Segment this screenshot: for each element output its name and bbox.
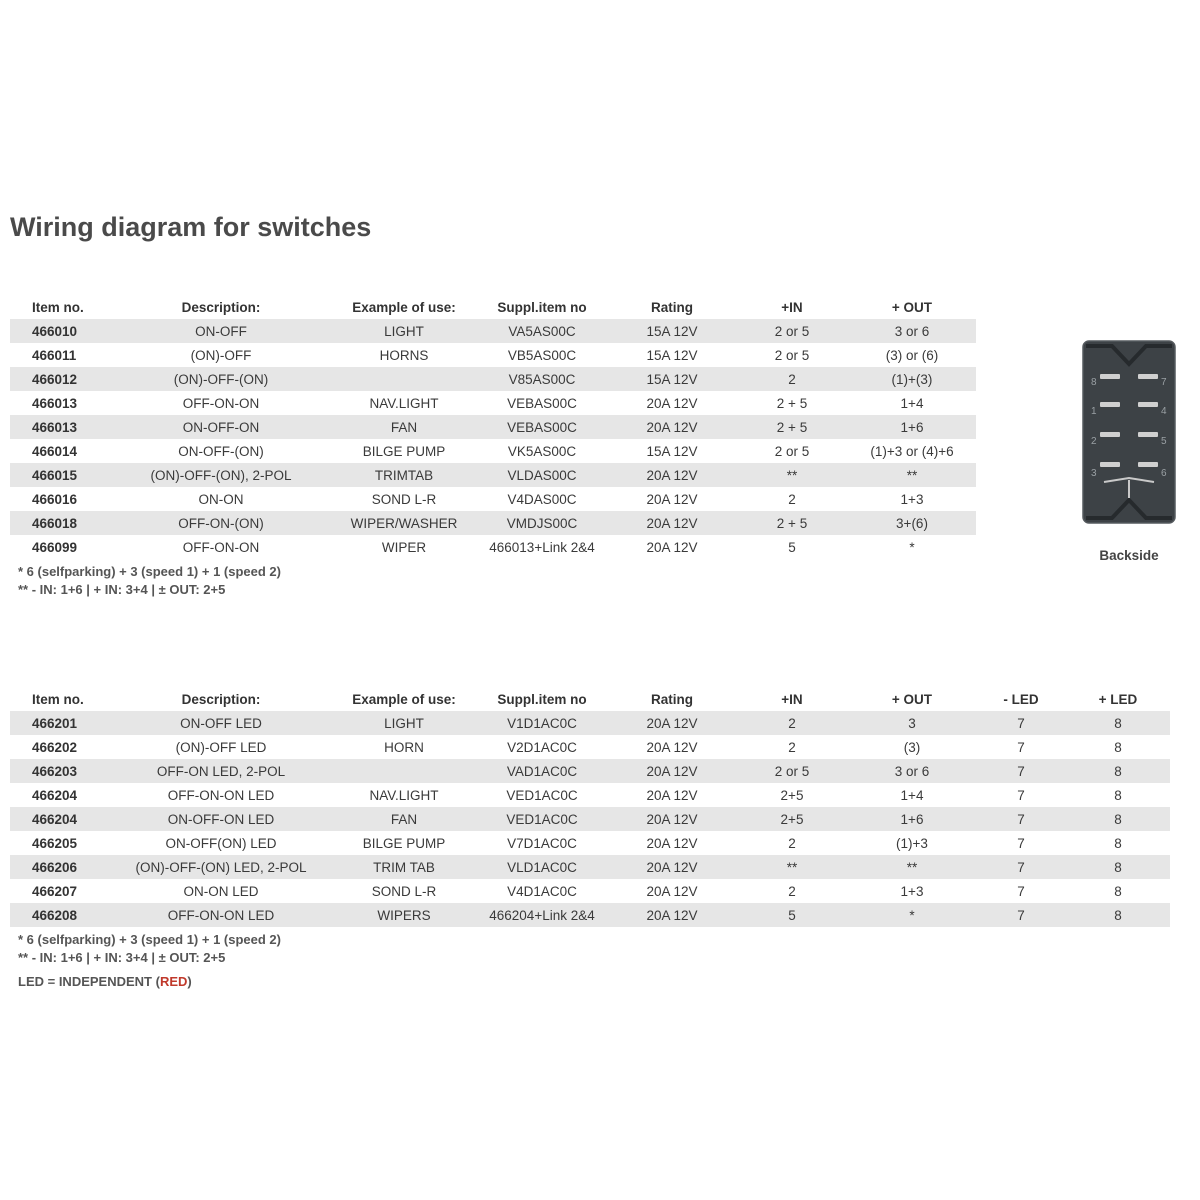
switch-table-standard bbox=[10, 295, 976, 559]
cell-plus-out: * bbox=[909, 539, 915, 555]
cell-plus-out: (1)+(3) bbox=[848, 367, 976, 391]
cell-description: (ON)-OFF LED bbox=[175, 739, 267, 755]
cell-item-no: 466014 bbox=[32, 443, 78, 459]
cell-example-of-use: FAN bbox=[332, 415, 476, 439]
cell-minus-led: 7 bbox=[1017, 787, 1025, 803]
cell-plus-in: 2 bbox=[788, 883, 796, 899]
cell-plus-led: 8 bbox=[1066, 903, 1170, 927]
terminal-label-7: 7 bbox=[1161, 377, 1167, 388]
header-plus-out: + OUT bbox=[891, 691, 933, 707]
table-row bbox=[10, 711, 1170, 735]
cell-description: OFF-ON-ON LED bbox=[167, 787, 275, 803]
header-example-of-use: Example of use: bbox=[352, 691, 456, 707]
table-row bbox=[10, 879, 1170, 903]
cell-item-no: 466204 bbox=[32, 787, 78, 803]
table-row bbox=[10, 439, 976, 463]
terminal-label-1: 1 bbox=[1091, 406, 1097, 417]
cell-rating: 20A 12V bbox=[646, 539, 698, 555]
cell-suppl-item-no: VEBAS00C bbox=[476, 415, 608, 439]
cell-plus-out: ** bbox=[848, 855, 976, 879]
cell-example-of-use: SOND L-R bbox=[371, 491, 437, 507]
cell-suppl-item-no: V2D1AC0C bbox=[507, 739, 577, 755]
cell-suppl-item-no: VED1AC0C bbox=[476, 807, 608, 831]
cell-plus-out: (1)+3 or (4)+6 bbox=[870, 443, 954, 459]
table-row bbox=[10, 367, 976, 391]
cell-plus-in: 2+5 bbox=[780, 787, 804, 803]
backside-label: Backside bbox=[1099, 548, 1159, 563]
switch-backside-diagram bbox=[1082, 340, 1176, 524]
cell-minus-led: 7 bbox=[976, 711, 1066, 735]
cell-rating: 15A 12V bbox=[646, 443, 698, 459]
led-note-color: RED bbox=[159, 974, 188, 989]
terminal-blade-1 bbox=[1100, 402, 1120, 407]
cell-suppl-item-no: V7D1AC0C bbox=[507, 835, 577, 851]
cell-item-no: 466015 bbox=[10, 463, 110, 487]
cell-description: (ON)-OFF-(ON) bbox=[110, 367, 332, 391]
cell-plus-out: 3 bbox=[848, 711, 976, 735]
cell-description: ON-OFF LED bbox=[110, 711, 332, 735]
cell-plus-led: 8 bbox=[1114, 739, 1122, 755]
terminal-label-6: 6 bbox=[1161, 468, 1167, 479]
table-row bbox=[10, 535, 976, 559]
cell-plus-led: 8 bbox=[1066, 711, 1170, 735]
cell-item-no: 466011 bbox=[32, 347, 77, 363]
terminal-blade-5 bbox=[1138, 432, 1158, 437]
cell-plus-out: (1)+3 bbox=[896, 835, 928, 851]
cell-suppl-item-no: VMDJS00C bbox=[476, 511, 608, 535]
cell-example-of-use: WIPER bbox=[381, 539, 427, 555]
cell-plus-out: 1+4 bbox=[900, 787, 924, 803]
cell-plus-in: 2 or 5 bbox=[774, 443, 810, 459]
terminal-label-4: 4 bbox=[1161, 406, 1167, 417]
cell-description: ON-ON LED bbox=[183, 883, 259, 899]
cell-description: OFF-ON-ON bbox=[182, 539, 260, 555]
table2-notes bbox=[18, 931, 281, 991]
cell-plus-led: 8 bbox=[1066, 759, 1170, 783]
cell-plus-out: 1+6 bbox=[848, 807, 976, 831]
cell-item-no: 466202 bbox=[32, 739, 78, 755]
cell-example-of-use: WIPERS bbox=[332, 903, 476, 927]
header-plus-in: +IN bbox=[781, 299, 803, 315]
cell-plus-out: 1+4 bbox=[900, 395, 924, 411]
header-suppl-item-no: Suppl.item no bbox=[497, 691, 587, 707]
table-row bbox=[10, 903, 1170, 927]
cell-item-no: 466016 bbox=[32, 491, 78, 507]
terminal-blade-6 bbox=[1138, 462, 1158, 467]
switch-table-led bbox=[10, 687, 1170, 927]
cell-plus-out: 1+6 bbox=[848, 415, 976, 439]
cell-description: ON-OFF bbox=[110, 319, 332, 343]
cell-plus-in: 2 + 5 bbox=[736, 511, 848, 535]
cell-plus-out: * bbox=[848, 903, 976, 927]
cell-item-no: 466206 bbox=[10, 855, 110, 879]
cell-plus-in: 2 bbox=[736, 711, 848, 735]
table-row bbox=[10, 783, 1170, 807]
cell-example-of-use: TRIMTAB bbox=[332, 463, 476, 487]
header-description: Description: bbox=[181, 691, 261, 707]
cell-description: OFF-ON-ON LED bbox=[110, 903, 332, 927]
table-row bbox=[10, 807, 1170, 831]
cell-suppl-item-no: VAD1AC0C bbox=[476, 759, 608, 783]
cell-description: ON-ON bbox=[198, 491, 244, 507]
header-rating: Rating bbox=[651, 299, 693, 315]
cell-rating: 15A 12V bbox=[608, 367, 736, 391]
cell-plus-out: ** bbox=[848, 463, 976, 487]
cell-example-of-use: FAN bbox=[332, 807, 476, 831]
cell-suppl-item-no: VEBAS00C bbox=[507, 395, 577, 411]
cell-example-of-use: SOND L-R bbox=[371, 883, 437, 899]
cell-rating: 20A 12V bbox=[608, 855, 736, 879]
cell-rating: 15A 12V bbox=[646, 347, 698, 363]
table1-notes bbox=[18, 563, 281, 599]
cell-minus-led: 7 bbox=[976, 807, 1066, 831]
cell-example-of-use: NAV.LIGHT bbox=[369, 395, 439, 411]
cell-rating: 20A 12V bbox=[608, 511, 736, 535]
cell-suppl-item-no: 466204+Link 2&4 bbox=[476, 903, 608, 927]
table-row bbox=[10, 415, 976, 439]
cell-item-no: 466013 bbox=[32, 395, 78, 411]
cell-example-of-use: HORNS bbox=[379, 347, 429, 363]
cell-plus-in: ** bbox=[736, 463, 848, 487]
cell-rating: 20A 12V bbox=[646, 395, 698, 411]
header-plus-out: + OUT bbox=[891, 299, 933, 315]
cell-plus-out: (3) or (6) bbox=[885, 347, 939, 363]
cell-suppl-item-no: 466013+Link 2&4 bbox=[489, 539, 595, 555]
cell-item-no: 466204 bbox=[10, 807, 110, 831]
cell-rating: 20A 12V bbox=[608, 759, 736, 783]
cell-suppl-item-no: V85AS00C bbox=[476, 367, 608, 391]
header-description: Description: bbox=[181, 299, 261, 315]
cell-example-of-use: BILGE PUMP bbox=[362, 835, 446, 851]
terminal-label-2: 2 bbox=[1091, 436, 1097, 447]
cell-plus-in: 2 bbox=[788, 739, 796, 755]
cell-plus-in: 2 + 5 bbox=[736, 415, 848, 439]
table-row bbox=[10, 831, 1170, 855]
cell-rating: 20A 12V bbox=[608, 415, 736, 439]
cell-plus-out: 1+3 bbox=[900, 491, 924, 507]
cell-description: ON-OFF-ON bbox=[110, 415, 332, 439]
cell-item-no: 466205 bbox=[32, 835, 78, 851]
table-row bbox=[10, 463, 976, 487]
cell-item-no: 466018 bbox=[10, 511, 110, 535]
cell-rating: 20A 12V bbox=[646, 883, 698, 899]
header-minus-led: - LED bbox=[1003, 691, 1039, 707]
table-row bbox=[10, 343, 976, 367]
cell-minus-led: 7 bbox=[976, 903, 1066, 927]
footnote-selfparking: * 6 (selfparking) + 3 (speed 1) + 1 (speed 2) bbox=[18, 564, 281, 579]
cell-description: OFF-ON-ON bbox=[182, 395, 260, 411]
cell-suppl-item-no: VA5AS00C bbox=[476, 319, 608, 343]
cell-suppl-item-no: VLDAS00C bbox=[476, 463, 608, 487]
cell-plus-out: 3 or 6 bbox=[848, 319, 976, 343]
header-suppl-item-no: Suppl.item no bbox=[497, 299, 587, 315]
table-row bbox=[10, 735, 1170, 759]
header-plus-in: +IN bbox=[781, 691, 803, 707]
cell-plus-in: 5 bbox=[736, 903, 848, 927]
cell-rating: 20A 12V bbox=[646, 491, 698, 507]
cell-rating: 20A 12V bbox=[608, 463, 736, 487]
cell-minus-led: 7 bbox=[976, 759, 1066, 783]
cell-example-of-use: TRIM TAB bbox=[332, 855, 476, 879]
cell-suppl-item-no: VB5AS00C bbox=[507, 347, 577, 363]
cell-item-no: 466201 bbox=[10, 711, 110, 735]
cell-rating: 20A 12V bbox=[646, 787, 698, 803]
table-header-row bbox=[10, 687, 1170, 711]
cell-suppl-item-no: VK5AS00C bbox=[507, 443, 577, 459]
led-note-suffix: ) bbox=[187, 974, 192, 989]
cell-description: ON-OFF(ON) LED bbox=[165, 835, 277, 851]
cell-rating: 20A 12V bbox=[646, 739, 698, 755]
cell-plus-out: (3) bbox=[903, 739, 921, 755]
cell-example-of-use: WIPER/WASHER bbox=[332, 511, 476, 535]
cell-plus-in: 2 + 5 bbox=[776, 395, 808, 411]
cell-plus-in: 2 bbox=[788, 491, 796, 507]
page-title: Wiring diagram for switches bbox=[10, 212, 372, 242]
led-note-prefix: LED = INDEPENDENT ( bbox=[18, 974, 160, 989]
cell-plus-out: 3+(6) bbox=[848, 511, 976, 535]
cell-plus-out: 1+3 bbox=[900, 883, 924, 899]
cell-example-of-use: HORN bbox=[384, 739, 424, 755]
table-row bbox=[10, 511, 976, 535]
header-plus-led: + LED bbox=[1098, 691, 1138, 707]
table-header-row bbox=[10, 295, 976, 319]
table-row bbox=[10, 855, 1170, 879]
cell-item-no: 466099 bbox=[32, 539, 78, 555]
table-row bbox=[10, 391, 976, 415]
terminal-blade-7 bbox=[1138, 374, 1158, 379]
footnote-pol-wiring: ** - IN: 1+6 | + IN: 3+4 | ± OUT: 2+5 bbox=[18, 582, 226, 597]
header-item-no: Item no. bbox=[32, 299, 84, 315]
led-independent-note bbox=[18, 973, 281, 991]
cell-minus-led: 7 bbox=[1017, 835, 1025, 851]
cell-plus-led: 8 bbox=[1066, 855, 1170, 879]
cell-description: (ON)-OFF-(ON) LED, 2-POL bbox=[110, 855, 332, 879]
cell-plus-in: 2 bbox=[788, 835, 796, 851]
cell-suppl-item-no: V1D1AC0C bbox=[476, 711, 608, 735]
cell-example-of-use: NAV.LIGHT bbox=[369, 787, 439, 803]
cell-example-of-use: BILGE PUMP bbox=[362, 443, 446, 459]
cell-rating: 20A 12V bbox=[608, 711, 736, 735]
terminal-blade-3 bbox=[1100, 462, 1120, 467]
cell-suppl-item-no: V4DAS00C bbox=[507, 491, 577, 507]
cell-suppl-item-no: VED1AC0C bbox=[506, 787, 578, 803]
cell-minus-led: 7 bbox=[1017, 883, 1025, 899]
cell-description: OFF-ON-(ON) bbox=[110, 511, 332, 535]
cell-plus-in: 2 or 5 bbox=[736, 759, 848, 783]
cell-example-of-use: LIGHT bbox=[332, 711, 476, 735]
table-row bbox=[10, 759, 1170, 783]
cell-description: ON-OFF-ON LED bbox=[110, 807, 332, 831]
header-rating: Rating bbox=[651, 691, 693, 707]
cell-plus-in: 2 or 5 bbox=[736, 319, 848, 343]
cell-rating: 20A 12V bbox=[608, 903, 736, 927]
cell-plus-in: 2+5 bbox=[736, 807, 848, 831]
cell-minus-led: 7 bbox=[976, 855, 1066, 879]
cell-plus-in: 2 or 5 bbox=[774, 347, 810, 363]
cell-plus-in: 2 bbox=[736, 367, 848, 391]
cell-item-no: 466208 bbox=[10, 903, 110, 927]
terminal-label-5: 5 bbox=[1161, 436, 1167, 447]
cell-example-of-use: LIGHT bbox=[332, 319, 476, 343]
cell-item-no: 466013 bbox=[10, 415, 110, 439]
cell-plus-in: ** bbox=[736, 855, 848, 879]
cell-plus-led: 8 bbox=[1114, 835, 1122, 851]
terminal-blade-8 bbox=[1100, 374, 1120, 379]
cell-plus-in: 5 bbox=[788, 539, 796, 555]
header-example-of-use: Example of use: bbox=[352, 299, 456, 315]
cell-description: ON-OFF-(ON) bbox=[178, 443, 264, 459]
terminal-blade-4 bbox=[1138, 402, 1158, 407]
terminal-blade-2 bbox=[1100, 432, 1120, 437]
cell-description: (ON)-OFF bbox=[190, 347, 252, 363]
cell-example-of-use bbox=[332, 367, 476, 391]
cell-item-no: 466012 bbox=[10, 367, 110, 391]
cell-item-no: 466203 bbox=[10, 759, 110, 783]
terminal-label-3: 3 bbox=[1091, 468, 1097, 479]
footnote-selfparking: * 6 (selfparking) + 3 (speed 1) + 1 (speed 2) bbox=[18, 932, 281, 947]
cell-description: OFF-ON LED, 2-POL bbox=[110, 759, 332, 783]
cell-plus-led: 8 bbox=[1114, 883, 1122, 899]
cell-item-no: 466207 bbox=[32, 883, 78, 899]
cell-minus-led: 7 bbox=[1017, 739, 1025, 755]
cell-plus-out: 3 or 6 bbox=[848, 759, 976, 783]
cell-example-of-use bbox=[332, 759, 476, 783]
cell-plus-led: 8 bbox=[1066, 807, 1170, 831]
cell-description: (ON)-OFF-(ON), 2-POL bbox=[110, 463, 332, 487]
header-item-no: Item no. bbox=[32, 691, 84, 707]
cell-rating: 15A 12V bbox=[608, 319, 736, 343]
cell-rating: 20A 12V bbox=[646, 835, 698, 851]
table-row bbox=[10, 319, 976, 343]
cell-suppl-item-no: V4D1AC0C bbox=[507, 883, 577, 899]
terminal-label-8: 8 bbox=[1091, 377, 1097, 388]
cell-suppl-item-no: VLD1AC0C bbox=[476, 855, 608, 879]
cell-item-no: 466010 bbox=[10, 319, 110, 343]
cell-rating: 20A 12V bbox=[608, 807, 736, 831]
cell-plus-led: 8 bbox=[1114, 787, 1122, 803]
footnote-pol-wiring: ** - IN: 1+6 | + IN: 3+4 | ± OUT: 2+5 bbox=[18, 950, 226, 965]
table-row bbox=[10, 487, 976, 511]
